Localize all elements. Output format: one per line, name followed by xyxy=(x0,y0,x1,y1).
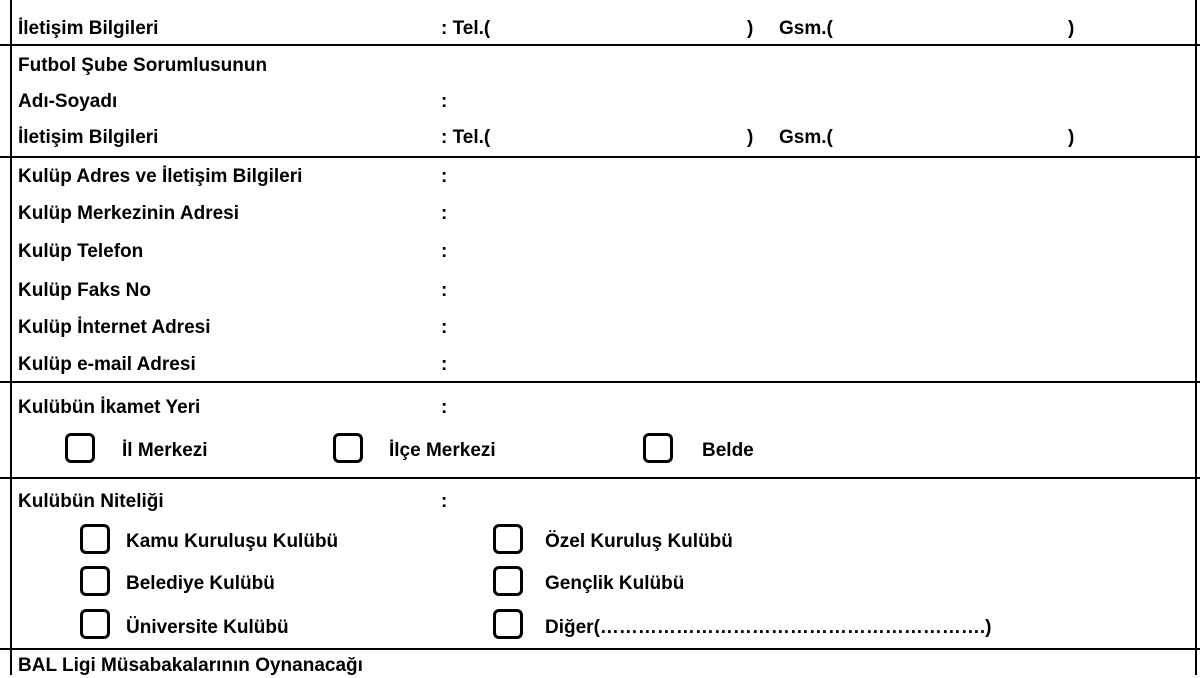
club-address-contact-label: Kulüp Adres ve İletişim Bilgileri xyxy=(18,166,303,187)
divider-5 xyxy=(0,648,1200,650)
left-border xyxy=(10,0,12,675)
tel-label-football: : Tel.( xyxy=(441,127,491,148)
club-address-contact-colon: : xyxy=(441,166,448,187)
checkbox-kamu-kurulusu[interactable] xyxy=(80,524,110,554)
option-kamu-kurulusu: Kamu Kuruluşu Kulübü xyxy=(126,531,339,552)
checkbox-belediye[interactable] xyxy=(80,566,110,596)
nature-colon: : xyxy=(441,491,448,512)
divider-1 xyxy=(0,44,1200,46)
option-genclik: Gençlik Kulübü xyxy=(545,573,685,594)
gsm-close-top: ) xyxy=(1068,18,1075,39)
club-website-colon: : xyxy=(441,317,448,338)
option-belediye: Belediye Kulübü xyxy=(126,573,275,594)
gsm-label-top: Gsm.( xyxy=(779,18,833,39)
residence-colon: : xyxy=(441,397,448,418)
club-center-address-colon: : xyxy=(441,203,448,224)
option-belde: Belde xyxy=(702,440,754,461)
tel-close-football: ) xyxy=(747,127,754,148)
club-phone-label: Kulüp Telefon xyxy=(18,241,144,262)
right-border xyxy=(1195,0,1197,675)
club-phone-colon: : xyxy=(441,241,448,262)
club-email-label: Kulüp e-mail Adresi xyxy=(18,354,196,375)
contact-label-top: İletişim Bilgileri xyxy=(18,18,159,39)
club-website-label: Kulüp İnternet Adresi xyxy=(18,317,211,338)
option-il-merkezi: İl Merkezi xyxy=(122,440,208,461)
divider-3 xyxy=(0,381,1200,383)
option-ozel-kurulus: Özel Kuruluş Kulübü xyxy=(545,531,733,552)
club-fax-label: Kulüp Faks No xyxy=(18,280,152,301)
football-heading: Futbol Şube Sorumlusunun xyxy=(18,55,268,76)
option-diger: Diğer(…………………………………………………….) xyxy=(545,617,992,638)
divider-2 xyxy=(0,156,1200,158)
checkbox-ozel-kurulus[interactable] xyxy=(493,524,523,554)
checkbox-genclik[interactable] xyxy=(493,566,523,596)
checkbox-belde[interactable] xyxy=(643,433,673,463)
checkbox-diger[interactable] xyxy=(493,609,523,639)
club-center-address-label: Kulüp Merkezinin Adresi xyxy=(18,203,239,224)
checkbox-ilce-merkezi[interactable] xyxy=(333,433,363,463)
club-email-colon: : xyxy=(441,354,448,375)
option-ilce-merkezi: İlçe Merkezi xyxy=(389,440,496,461)
name-colon: : xyxy=(441,91,448,112)
name-label: Adı-Soyadı xyxy=(18,91,118,112)
gsm-label-football: Gsm.( xyxy=(779,127,833,148)
residence-label: Kulübün İkamet Yeri xyxy=(18,397,201,418)
nature-label: Kulübün Niteliği xyxy=(18,491,164,512)
tel-label-top: : Tel.( xyxy=(441,18,491,39)
checkbox-il-merkezi[interactable] xyxy=(65,433,95,463)
club-fax-colon: : xyxy=(441,280,448,301)
gsm-close-football: ) xyxy=(1068,127,1075,148)
divider-4 xyxy=(0,477,1200,479)
contact-label-football: İletişim Bilgileri xyxy=(18,127,159,148)
tel-close-top: ) xyxy=(747,18,754,39)
bal-league-label: BAL Ligi Müsabakalarının Oynanacağı xyxy=(18,655,363,676)
checkbox-universite[interactable] xyxy=(80,609,110,639)
option-universite: Üniversite Kulübü xyxy=(126,617,289,638)
